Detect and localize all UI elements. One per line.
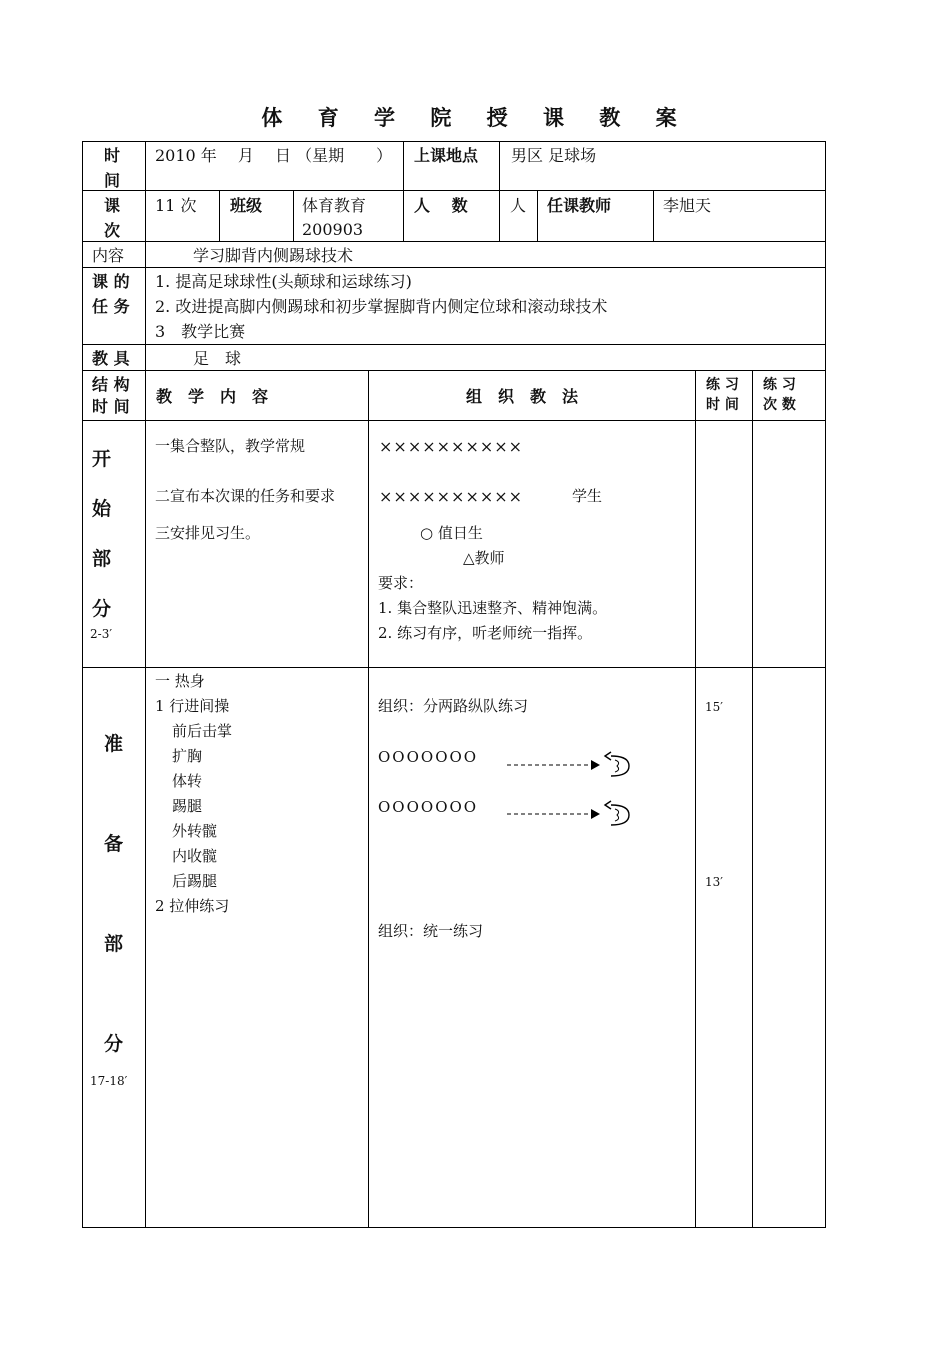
start-char: 开: [92, 448, 112, 470]
prep-char: 部: [104, 933, 124, 955]
content-label: 内容: [92, 246, 125, 265]
start-content-item: 三安排见习生。: [155, 524, 261, 542]
dashed-arrow-icon: [507, 760, 600, 770]
prep-content-item: 后踢腿: [172, 872, 218, 890]
prep-content-item: 前后击掌: [172, 722, 233, 740]
student-formation-row: ××××××××××: [379, 437, 524, 456]
start-content-item: 二宣布本次课的任务和要求: [155, 487, 336, 505]
prep-content-item: 1 行进间操: [155, 697, 230, 715]
start-char: 部: [92, 548, 112, 570]
prep-char: 分: [104, 1033, 124, 1055]
task-item: 3 教学比赛: [155, 322, 246, 341]
dashed-arrow-icon: [507, 809, 600, 819]
prep-organization-note: 组织：统一练习: [378, 922, 484, 940]
prep-content-item: 2 拉伸练习: [155, 897, 230, 915]
start-content-item: 一集合整队，教学常规: [155, 437, 306, 455]
content-header: 教 学 内 容: [156, 387, 269, 406]
requirements-label: 要求：: [378, 574, 424, 592]
class-value-line1: 体育教育: [302, 196, 367, 215]
player-column-row: OOOOOOO: [378, 798, 479, 816]
class-label: 班级: [230, 196, 263, 215]
content-value: 学习脚背内侧踢球技术: [193, 246, 354, 265]
task-item: 1. 提高足球球性(头颠球和运球练习): [155, 272, 412, 291]
people-unit: 人: [510, 196, 527, 215]
player-column-row: OOOOOOO: [378, 748, 479, 766]
prep-char: 备: [104, 833, 124, 855]
col-divider: [499, 141, 500, 241]
people-label: 人 数: [414, 196, 468, 215]
col-divider: [219, 190, 220, 241]
start-duration: 2-3′: [90, 627, 113, 641]
prep-content-item: 内收髋: [172, 847, 218, 865]
time-label-text: 时 间: [104, 146, 121, 190]
practice-time: 13′: [705, 875, 723, 889]
date-field: 2010 年 月 日 （星期 ）: [155, 146, 393, 165]
duty-student-label: ○ 值日生: [420, 524, 483, 542]
method-header: 组 织 教 法: [466, 387, 579, 406]
prep-char: 准: [104, 733, 124, 755]
struct-label-line1: 结 构: [92, 375, 130, 394]
col-divider: [403, 141, 404, 190]
pcount-header-line1: 练 习: [763, 377, 796, 393]
requirement-item: 2. 练习有序，听老师统一指挥。: [378, 624, 593, 642]
turn-back-icon: [605, 752, 629, 776]
task-label-line1: 课 的: [92, 272, 130, 291]
struct-label-line2: 时 间: [92, 397, 130, 416]
movement-arrows: [505, 750, 635, 830]
row-divider: [82, 420, 826, 421]
start-char: 分: [92, 598, 112, 620]
prep-content-item: 扩胸: [172, 747, 203, 765]
teacher-label: 任课教师: [547, 196, 612, 215]
count-value: 11 次: [155, 196, 197, 215]
row-divider: [82, 190, 826, 191]
prep-content-item: 体转: [172, 772, 203, 790]
col-divider: [403, 190, 404, 241]
col-divider: [537, 190, 538, 241]
col-divider: [293, 190, 294, 241]
prep-content-item: 一 热身: [155, 672, 205, 690]
requirement-item: 1. 集合整队迅速整齐、精神饱满。: [378, 599, 608, 617]
col-divider: [695, 370, 696, 1228]
start-char: 始: [92, 498, 112, 520]
turn-back-icon: [605, 801, 629, 825]
row-divider: [82, 667, 826, 668]
col-divider: [145, 141, 146, 1228]
equipment-label: 教 具: [92, 349, 130, 368]
student-formation-row: ××××××××××: [379, 487, 524, 506]
practice-time: 15′: [705, 700, 723, 714]
ptime-header-line1: 练 习: [706, 377, 739, 393]
time-label: [104, 143, 120, 193]
class-value-line2: 200903: [302, 220, 364, 239]
teacher-position-label: △教师: [463, 549, 505, 567]
col-divider: [368, 370, 369, 1228]
page-title: 体 育 学 院 授 课 教 案: [261, 105, 691, 130]
count-label: 课 次: [104, 196, 121, 240]
students-label: 学生: [572, 487, 603, 505]
col-divider: [752, 370, 753, 1228]
prep-content-item: 外转髋: [172, 822, 218, 840]
prep-content-item: 踢腿: [172, 797, 203, 815]
prep-organization-note: 组织：分两路纵队练习: [378, 697, 529, 715]
place-value: 男区 足球场: [511, 146, 597, 165]
pcount-header-line2: 次 数: [763, 397, 796, 413]
ptime-header-line2: 时 间: [706, 397, 739, 413]
task-item: 2. 改进提高脚内侧踢球和初步掌握脚背内侧定位球和滚动球技术: [155, 297, 608, 316]
row-divider: [82, 241, 826, 242]
prep-duration: 17-18′: [90, 1074, 128, 1088]
col-divider: [653, 190, 654, 241]
row-divider: [82, 344, 826, 345]
equipment-value: 足 球: [193, 349, 242, 368]
teacher-name: 李旭天: [663, 196, 712, 215]
task-label-line2: 任 务: [92, 297, 130, 316]
place-label: 上课地点: [414, 146, 479, 165]
